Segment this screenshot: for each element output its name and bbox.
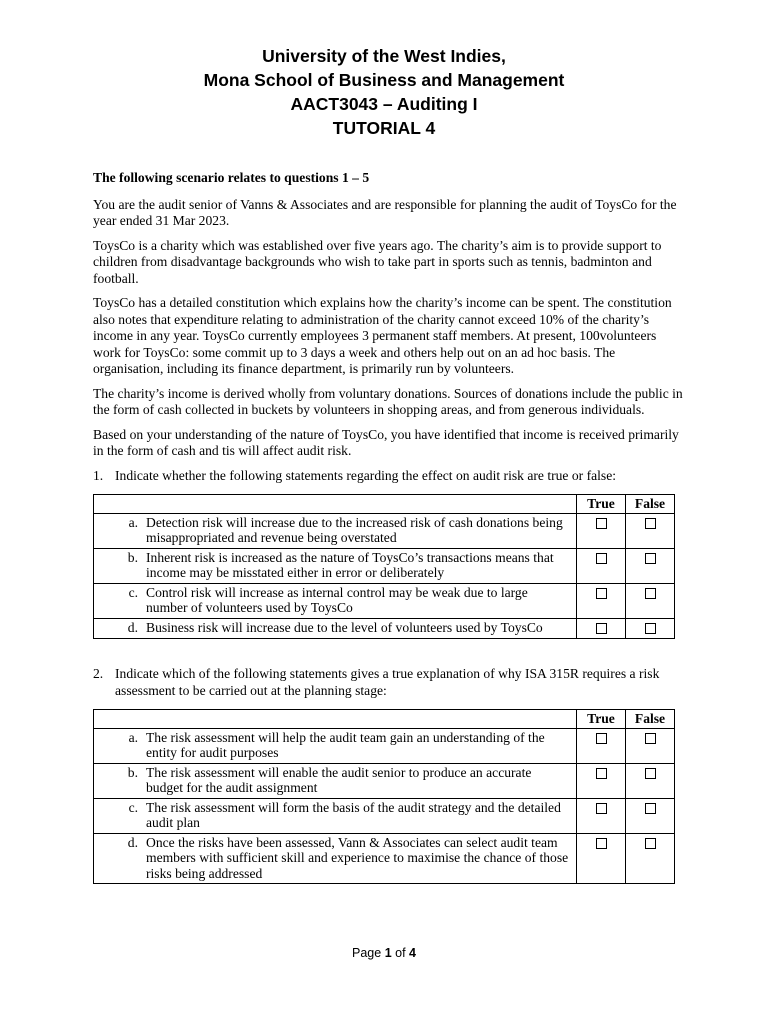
table-row bbox=[94, 728, 675, 763]
scenario-paragraph: The charity’s income is derived wholly from voluntary donations. Sources of donations include the public in the form of cash collected in buckets by volunteers in shopping areas, and from generous individuals. bbox=[93, 385, 683, 417]
of-word: of bbox=[395, 946, 406, 960]
question-number: 1. bbox=[93, 467, 104, 483]
row-letter: c. bbox=[128, 799, 138, 815]
row-letter: a. bbox=[128, 729, 138, 745]
row-letter: a. bbox=[128, 514, 138, 530]
row-letter: b. bbox=[127, 764, 138, 780]
question-2-table bbox=[93, 709, 675, 884]
row-letter: d. bbox=[127, 619, 138, 635]
tutorial-title: TUTORIAL 4 bbox=[332, 118, 436, 138]
table-row bbox=[94, 798, 675, 833]
row-statement: The risk assessment will help the audit team gain an understanding of the entity for audit purposes bbox=[146, 729, 545, 760]
row-statement: Once the risks have been assessed, Vann & Associates can select audit team members with sufficient skill and experience to maximise the chance of those risks being addressed bbox=[146, 834, 569, 881]
university-title: University of the West Indies, bbox=[262, 46, 506, 66]
scenario-paragraph: ToysCo has a detailed constitution which explains how the charity’s income can be spent. The constitution also notes that expenditure relating to administration of the charity cannot exceed 10% of the charity’s income in any year. ToysCo currently employees 3 permanent staff members. At present, 100volunteers work for ToysCo: some commit up to 3 days a week and others help out on an ad hoc basis. The organisation, including its finance department, is primarily run by volunteers. bbox=[93, 295, 672, 376]
course-title: AACT3043 – Auditing I bbox=[290, 94, 478, 114]
true-checkbox[interactable] bbox=[596, 733, 607, 744]
table-row bbox=[94, 833, 675, 884]
true-checkbox[interactable] bbox=[596, 588, 607, 599]
table-row bbox=[94, 513, 675, 548]
table-row bbox=[94, 548, 675, 583]
false-checkbox[interactable] bbox=[645, 588, 656, 599]
question-text: Indicate whether the following statements regarding the effect on audit risk are true or false: bbox=[115, 467, 617, 483]
row-statement: The risk assessment will form the basis of the audit strategy and the detailed audit plan bbox=[146, 799, 561, 830]
scenario-paragraph: Based on your understanding of the nature of ToysCo, you have identified that income is received primarily in the form of cash and tis will affect audit risk. bbox=[93, 426, 679, 458]
statement-column-header bbox=[94, 710, 577, 729]
true-checkbox[interactable] bbox=[596, 803, 607, 814]
document-body bbox=[93, 170, 683, 884]
table-row bbox=[94, 763, 675, 798]
true-checkbox[interactable] bbox=[596, 838, 607, 849]
false-checkbox[interactable] bbox=[645, 518, 656, 529]
true-checkbox[interactable] bbox=[596, 518, 607, 529]
total-pages-number: 4 bbox=[409, 946, 416, 960]
statement-column-header bbox=[94, 495, 577, 514]
row-letter: c. bbox=[128, 584, 138, 600]
question-text: Indicate which of the following statements gives a true explanation of why ISA 315R requires a risk assessment to be carried out at the planning stage: bbox=[115, 666, 660, 698]
scenario-heading: The following scenario relates to questions 1 – 5 bbox=[93, 170, 370, 185]
scenario-paragraph: ToysCo is a charity which was established over five years ago. The charity’s aim is to provide support to children from disadvantage backgrounds who wish to take part in sports such as tennis, badminton and football. bbox=[93, 237, 662, 286]
true-checkbox[interactable] bbox=[596, 768, 607, 779]
page-footer bbox=[0, 946, 768, 960]
row-statement: Detection risk will increase due to the increased risk of cash donations being misappropriated and revenue being overstated bbox=[146, 514, 563, 545]
true-checkbox[interactable] bbox=[596, 623, 607, 634]
row-statement: The risk assessment will enable the audit senior to produce an accurate budget for the audit assignment bbox=[146, 764, 532, 795]
false-checkbox[interactable] bbox=[645, 623, 656, 634]
true-checkbox[interactable] bbox=[596, 553, 607, 564]
false-checkbox[interactable] bbox=[645, 838, 656, 849]
page-word: Page bbox=[352, 946, 382, 960]
question-number: 2. bbox=[93, 666, 104, 681]
row-letter: b. bbox=[127, 549, 138, 565]
row-statement: Inherent risk is increased as the nature of ToysCo’s transactions means that income may be misstated either in error or deliberately bbox=[146, 549, 554, 580]
document-header bbox=[0, 44, 768, 140]
false-checkbox[interactable] bbox=[645, 768, 656, 779]
true-column-header: True bbox=[577, 710, 626, 729]
question-1-table bbox=[93, 494, 675, 639]
table-header-row bbox=[94, 495, 675, 514]
question-2 bbox=[93, 666, 683, 699]
false-checkbox[interactable] bbox=[645, 553, 656, 564]
false-checkbox[interactable] bbox=[645, 803, 656, 814]
table-header-row bbox=[94, 710, 675, 729]
false-checkbox[interactable] bbox=[645, 733, 656, 744]
scenario-paragraph: You are the audit senior of Vanns & Associates and are responsible for planning the audit of ToysCo for the year ended 31 Mar 2023. bbox=[93, 196, 677, 228]
table-row bbox=[94, 618, 675, 639]
row-letter: d. bbox=[127, 834, 138, 850]
false-column-header: False bbox=[626, 710, 675, 729]
row-statement: Control risk will increase as internal control may be weak due to large number of volunteers used by ToysCo bbox=[146, 584, 528, 615]
school-title: Mona School of Business and Management bbox=[203, 70, 565, 90]
table-row bbox=[94, 583, 675, 618]
false-column-header: False bbox=[626, 495, 675, 514]
row-statement: Business risk will increase due to the level of volunteers used by ToysCo bbox=[146, 619, 543, 635]
true-column-header: True bbox=[577, 495, 626, 514]
question-1 bbox=[93, 468, 683, 485]
current-page-number: 1 bbox=[384, 946, 392, 960]
